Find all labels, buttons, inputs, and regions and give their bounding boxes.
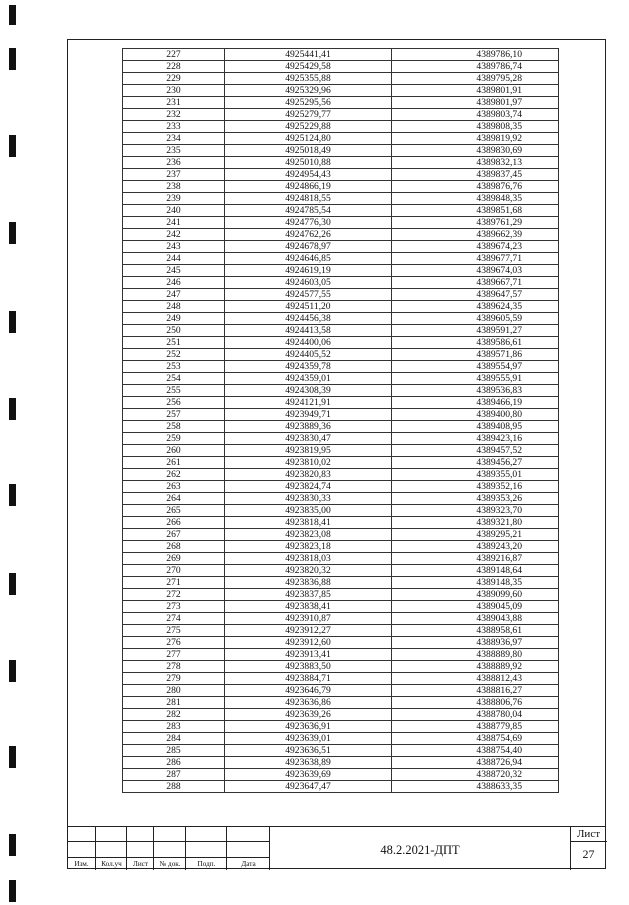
x-coordinate: 4923639,26 (225, 709, 392, 721)
x-coordinate: 4925229,88 (225, 121, 392, 133)
table-row (123, 397, 559, 409)
x-coordinate: 4923823,18 (225, 541, 392, 553)
x-coordinate: 4924511,20 (225, 301, 392, 313)
table-row (123, 301, 559, 313)
point-number: 234 (123, 133, 225, 145)
point-number: 232 (123, 109, 225, 121)
point-number: 237 (123, 169, 225, 181)
x-coordinate: 4923910,87 (225, 613, 392, 625)
y-coordinate: 4388806,76 (392, 697, 559, 709)
table-row (123, 529, 559, 541)
y-coordinate: 4389571,86 (392, 349, 559, 361)
point-number: 259 (123, 433, 225, 445)
point-number: 240 (123, 205, 225, 217)
y-coordinate: 4389400,80 (392, 409, 559, 421)
col-list: Лист (132, 860, 149, 868)
point-number: 255 (123, 385, 225, 397)
point-number: 247 (123, 289, 225, 301)
x-coordinate: 4923823,08 (225, 529, 392, 541)
x-coordinate: 4923889,36 (225, 421, 392, 433)
point-number: 235 (123, 145, 225, 157)
point-number: 278 (123, 661, 225, 673)
x-coordinate: 4925429,58 (225, 61, 392, 73)
x-coordinate: 4923830,33 (225, 493, 392, 505)
table-row (123, 169, 559, 181)
x-coordinate: 4924405,52 (225, 349, 392, 361)
point-number: 262 (123, 469, 225, 481)
table-row (123, 85, 559, 97)
point-number: 227 (123, 49, 225, 61)
table-row (123, 457, 559, 469)
table-row (123, 61, 559, 73)
point-number: 249 (123, 313, 225, 325)
y-coordinate: 4389243,20 (392, 541, 559, 553)
x-coordinate: 4924678,97 (225, 241, 392, 253)
table-row (123, 49, 559, 61)
point-number: 288 (123, 781, 225, 793)
y-coordinate: 4389045,09 (392, 601, 559, 613)
table-row (123, 709, 559, 721)
x-coordinate: 4923820,32 (225, 565, 392, 577)
point-number: 244 (123, 253, 225, 265)
y-coordinate: 4389536,83 (392, 385, 559, 397)
y-coordinate: 4389148,64 (392, 565, 559, 577)
point-number: 245 (123, 265, 225, 277)
y-coordinate: 4389795,28 (392, 73, 559, 85)
y-coordinate: 4389295,21 (392, 529, 559, 541)
y-coordinate: 4389848,35 (392, 193, 559, 205)
table-row (123, 109, 559, 121)
col-doc-number: № док. (159, 860, 181, 868)
point-number: 250 (123, 325, 225, 337)
point-number: 281 (123, 697, 225, 709)
x-coordinate: 4924400,06 (225, 337, 392, 349)
y-coordinate: 4388754,40 (392, 745, 559, 757)
table-row (123, 133, 559, 145)
x-coordinate: 4923913,41 (225, 649, 392, 661)
x-coordinate: 4923646,79 (225, 685, 392, 697)
table-row (123, 601, 559, 613)
y-coordinate: 4388726,94 (392, 757, 559, 769)
x-coordinate: 4923820,83 (225, 469, 392, 481)
point-number: 280 (123, 685, 225, 697)
table-row (123, 505, 559, 517)
table-row (123, 241, 559, 253)
x-coordinate: 4924954,43 (225, 169, 392, 181)
table-row (123, 469, 559, 481)
table-row (123, 145, 559, 157)
point-number: 268 (123, 541, 225, 553)
x-coordinate: 4923837,85 (225, 589, 392, 601)
point-number: 241 (123, 217, 225, 229)
y-coordinate: 4389457,52 (392, 445, 559, 457)
table-row (123, 649, 559, 661)
x-coordinate: 4923838,41 (225, 601, 392, 613)
table-row (123, 337, 559, 349)
point-number: 239 (123, 193, 225, 205)
x-coordinate: 4923830,47 (225, 433, 392, 445)
point-number: 276 (123, 637, 225, 649)
point-number: 287 (123, 769, 225, 781)
x-coordinate: 4925355,88 (225, 73, 392, 85)
point-number: 251 (123, 337, 225, 349)
table-row (123, 481, 559, 493)
x-coordinate: 4924603,05 (225, 277, 392, 289)
y-coordinate: 4389148,35 (392, 577, 559, 589)
y-coordinate: 4389851,68 (392, 205, 559, 217)
col-kol-uch: Кол.уч (101, 860, 122, 868)
y-coordinate: 4389832,13 (392, 157, 559, 169)
table-row (123, 541, 559, 553)
x-coordinate: 4923884,71 (225, 673, 392, 685)
table-row (123, 553, 559, 565)
y-coordinate: 4389674,03 (392, 265, 559, 277)
x-coordinate: 4923639,01 (225, 733, 392, 745)
table-row (123, 277, 559, 289)
col-date: Дата (241, 860, 256, 868)
y-coordinate: 4389674,23 (392, 241, 559, 253)
point-number: 236 (123, 157, 225, 169)
table-row (123, 745, 559, 757)
table-row (123, 157, 559, 169)
x-coordinate: 4924359,01 (225, 373, 392, 385)
x-coordinate: 4923638,89 (225, 757, 392, 769)
point-number: 238 (123, 181, 225, 193)
table-row (123, 769, 559, 781)
table-row (123, 673, 559, 685)
y-coordinate: 4389677,71 (392, 253, 559, 265)
table-row (123, 409, 559, 421)
y-coordinate: 4389662,39 (392, 229, 559, 241)
y-coordinate: 4389803,74 (392, 109, 559, 121)
y-coordinate: 4388889,92 (392, 661, 559, 673)
point-number: 271 (123, 577, 225, 589)
x-coordinate: 4923819,95 (225, 445, 392, 457)
table-row (123, 445, 559, 457)
y-coordinate: 4389099,60 (392, 589, 559, 601)
point-number: 252 (123, 349, 225, 361)
point-number: 277 (123, 649, 225, 661)
point-number: 266 (123, 517, 225, 529)
y-coordinate: 4389801,97 (392, 97, 559, 109)
x-coordinate: 4924577,55 (225, 289, 392, 301)
table-row (123, 577, 559, 589)
y-coordinate: 4389591,27 (392, 325, 559, 337)
table-row (123, 73, 559, 85)
table-row (123, 205, 559, 217)
x-coordinate: 4924818,55 (225, 193, 392, 205)
table-row (123, 721, 559, 733)
table-row (123, 217, 559, 229)
table-row (123, 661, 559, 673)
point-number: 254 (123, 373, 225, 385)
y-coordinate: 4389605,59 (392, 313, 559, 325)
point-number: 286 (123, 757, 225, 769)
table-row (123, 613, 559, 625)
table-row (123, 433, 559, 445)
y-coordinate: 4389408,95 (392, 421, 559, 433)
y-coordinate: 4388812,43 (392, 673, 559, 685)
table-row (123, 685, 559, 697)
x-coordinate: 4924762,26 (225, 229, 392, 241)
table-row (123, 265, 559, 277)
x-coordinate: 4923912,60 (225, 637, 392, 649)
point-number: 282 (123, 709, 225, 721)
point-number: 258 (123, 421, 225, 433)
x-coordinate: 4925279,77 (225, 109, 392, 121)
point-number: 283 (123, 721, 225, 733)
table-row (123, 517, 559, 529)
x-coordinate: 4925010,88 (225, 157, 392, 169)
y-coordinate: 4389624,35 (392, 301, 559, 313)
y-coordinate: 4389876,76 (392, 181, 559, 193)
y-coordinate: 4388633,35 (392, 781, 559, 793)
x-coordinate: 4924646,85 (225, 253, 392, 265)
point-number: 243 (123, 241, 225, 253)
y-coordinate: 4389586,61 (392, 337, 559, 349)
y-coordinate: 4389830,69 (392, 145, 559, 157)
x-coordinate: 4923636,51 (225, 745, 392, 757)
y-coordinate: 4389761,29 (392, 217, 559, 229)
x-coordinate: 4924619,19 (225, 265, 392, 277)
point-number: 256 (123, 397, 225, 409)
table-row (123, 421, 559, 433)
table-row (123, 349, 559, 361)
x-coordinate: 4924413,58 (225, 325, 392, 337)
table-row (123, 121, 559, 133)
y-coordinate: 4388816,27 (392, 685, 559, 697)
table-row (123, 313, 559, 325)
point-number: 263 (123, 481, 225, 493)
table-row (123, 637, 559, 649)
y-coordinate: 4389352,16 (392, 481, 559, 493)
y-coordinate: 4389808,35 (392, 121, 559, 133)
y-coordinate: 4389801,91 (392, 85, 559, 97)
y-coordinate: 4389786,10 (392, 49, 559, 61)
x-coordinate: 4924785,54 (225, 205, 392, 217)
point-number: 279 (123, 673, 225, 685)
table-row (123, 385, 559, 397)
y-coordinate: 4389353,26 (392, 493, 559, 505)
y-coordinate: 4388780,04 (392, 709, 559, 721)
table-row (123, 733, 559, 745)
point-number: 253 (123, 361, 225, 373)
y-coordinate: 4389466,19 (392, 397, 559, 409)
x-coordinate: 4925441,41 (225, 49, 392, 61)
x-coordinate: 4923818,41 (225, 517, 392, 529)
x-coordinate: 4925295,56 (225, 97, 392, 109)
table-row (123, 229, 559, 241)
x-coordinate: 4923647,47 (225, 781, 392, 793)
table-row (123, 193, 559, 205)
table-row (123, 781, 559, 793)
point-number: 275 (123, 625, 225, 637)
point-number: 267 (123, 529, 225, 541)
table-row (123, 697, 559, 709)
x-coordinate: 4923824,74 (225, 481, 392, 493)
table-row (123, 625, 559, 637)
point-number: 230 (123, 85, 225, 97)
col-signature: Подп. (197, 860, 216, 868)
document-code: 48.2.2021-ДПТ (380, 843, 460, 857)
y-coordinate: 4389554,97 (392, 361, 559, 373)
y-coordinate: 4389355,01 (392, 469, 559, 481)
y-coordinate: 4388958,61 (392, 625, 559, 637)
point-number: 260 (123, 445, 225, 457)
x-coordinate: 4923639,69 (225, 769, 392, 781)
x-coordinate: 4923912,27 (225, 625, 392, 637)
x-coordinate: 4924456,38 (225, 313, 392, 325)
point-number: 285 (123, 745, 225, 757)
sheet-label: Лист (576, 828, 601, 840)
point-number: 284 (123, 733, 225, 745)
y-coordinate: 4389555,91 (392, 373, 559, 385)
point-number: 270 (123, 565, 225, 577)
coordinates-table (122, 48, 559, 793)
y-coordinate: 4388889,80 (392, 649, 559, 661)
binding-marks (9, 0, 19, 905)
x-coordinate: 4924308,39 (225, 385, 392, 397)
y-coordinate: 4389216,87 (392, 553, 559, 565)
y-coordinate: 4389043,88 (392, 613, 559, 625)
table-row (123, 493, 559, 505)
point-number: 273 (123, 601, 225, 613)
y-coordinate: 4389321,80 (392, 517, 559, 529)
x-coordinate: 4924121,91 (225, 397, 392, 409)
table-row (123, 361, 559, 373)
y-coordinate: 4389456,27 (392, 457, 559, 469)
y-coordinate: 4388720,32 (392, 769, 559, 781)
table-row (123, 181, 559, 193)
y-coordinate: 4389423,16 (392, 433, 559, 445)
point-number: 257 (123, 409, 225, 421)
point-number: 246 (123, 277, 225, 289)
x-coordinate: 4923883,50 (225, 661, 392, 673)
title-block (67, 826, 606, 870)
point-number: 242 (123, 229, 225, 241)
y-coordinate: 4389647,57 (392, 289, 559, 301)
x-coordinate: 4923835,00 (225, 505, 392, 517)
y-coordinate: 4389819,92 (392, 133, 559, 145)
table-row (123, 289, 559, 301)
x-coordinate: 4924359,78 (225, 361, 392, 373)
x-coordinate: 4925018,49 (225, 145, 392, 157)
y-coordinate: 4389667,71 (392, 277, 559, 289)
x-coordinate: 4923810,02 (225, 457, 392, 469)
sheet-number: 27 (582, 847, 595, 861)
y-coordinate: 4388754,69 (392, 733, 559, 745)
point-number: 228 (123, 61, 225, 73)
point-number: 274 (123, 613, 225, 625)
table-row (123, 757, 559, 769)
point-number: 265 (123, 505, 225, 517)
x-coordinate: 4925329,96 (225, 85, 392, 97)
table-row (123, 325, 559, 337)
table-row (123, 373, 559, 385)
point-number: 233 (123, 121, 225, 133)
y-coordinate: 4389837,45 (392, 169, 559, 181)
point-number: 248 (123, 301, 225, 313)
sheet-box (570, 827, 606, 870)
point-number: 269 (123, 553, 225, 565)
x-coordinate: 4923949,71 (225, 409, 392, 421)
y-coordinate: 4388779,85 (392, 721, 559, 733)
y-coordinate: 4389323,70 (392, 505, 559, 517)
x-coordinate: 4924866,19 (225, 181, 392, 193)
point-number: 231 (123, 97, 225, 109)
point-number: 264 (123, 493, 225, 505)
point-number: 261 (123, 457, 225, 469)
table-row (123, 589, 559, 601)
x-coordinate: 4924776,30 (225, 217, 392, 229)
col-izm: Изм. (74, 860, 89, 868)
table-row (123, 97, 559, 109)
y-coordinate: 4389786,74 (392, 61, 559, 73)
y-coordinate: 4388936,97 (392, 637, 559, 649)
x-coordinate: 4925124,80 (225, 133, 392, 145)
table-row (123, 565, 559, 577)
x-coordinate: 4923636,86 (225, 697, 392, 709)
table-row (123, 253, 559, 265)
x-coordinate: 4923818,03 (225, 553, 392, 565)
point-number: 272 (123, 589, 225, 601)
x-coordinate: 4923836,88 (225, 577, 392, 589)
point-number: 229 (123, 73, 225, 85)
x-coordinate: 4923636,91 (225, 721, 392, 733)
